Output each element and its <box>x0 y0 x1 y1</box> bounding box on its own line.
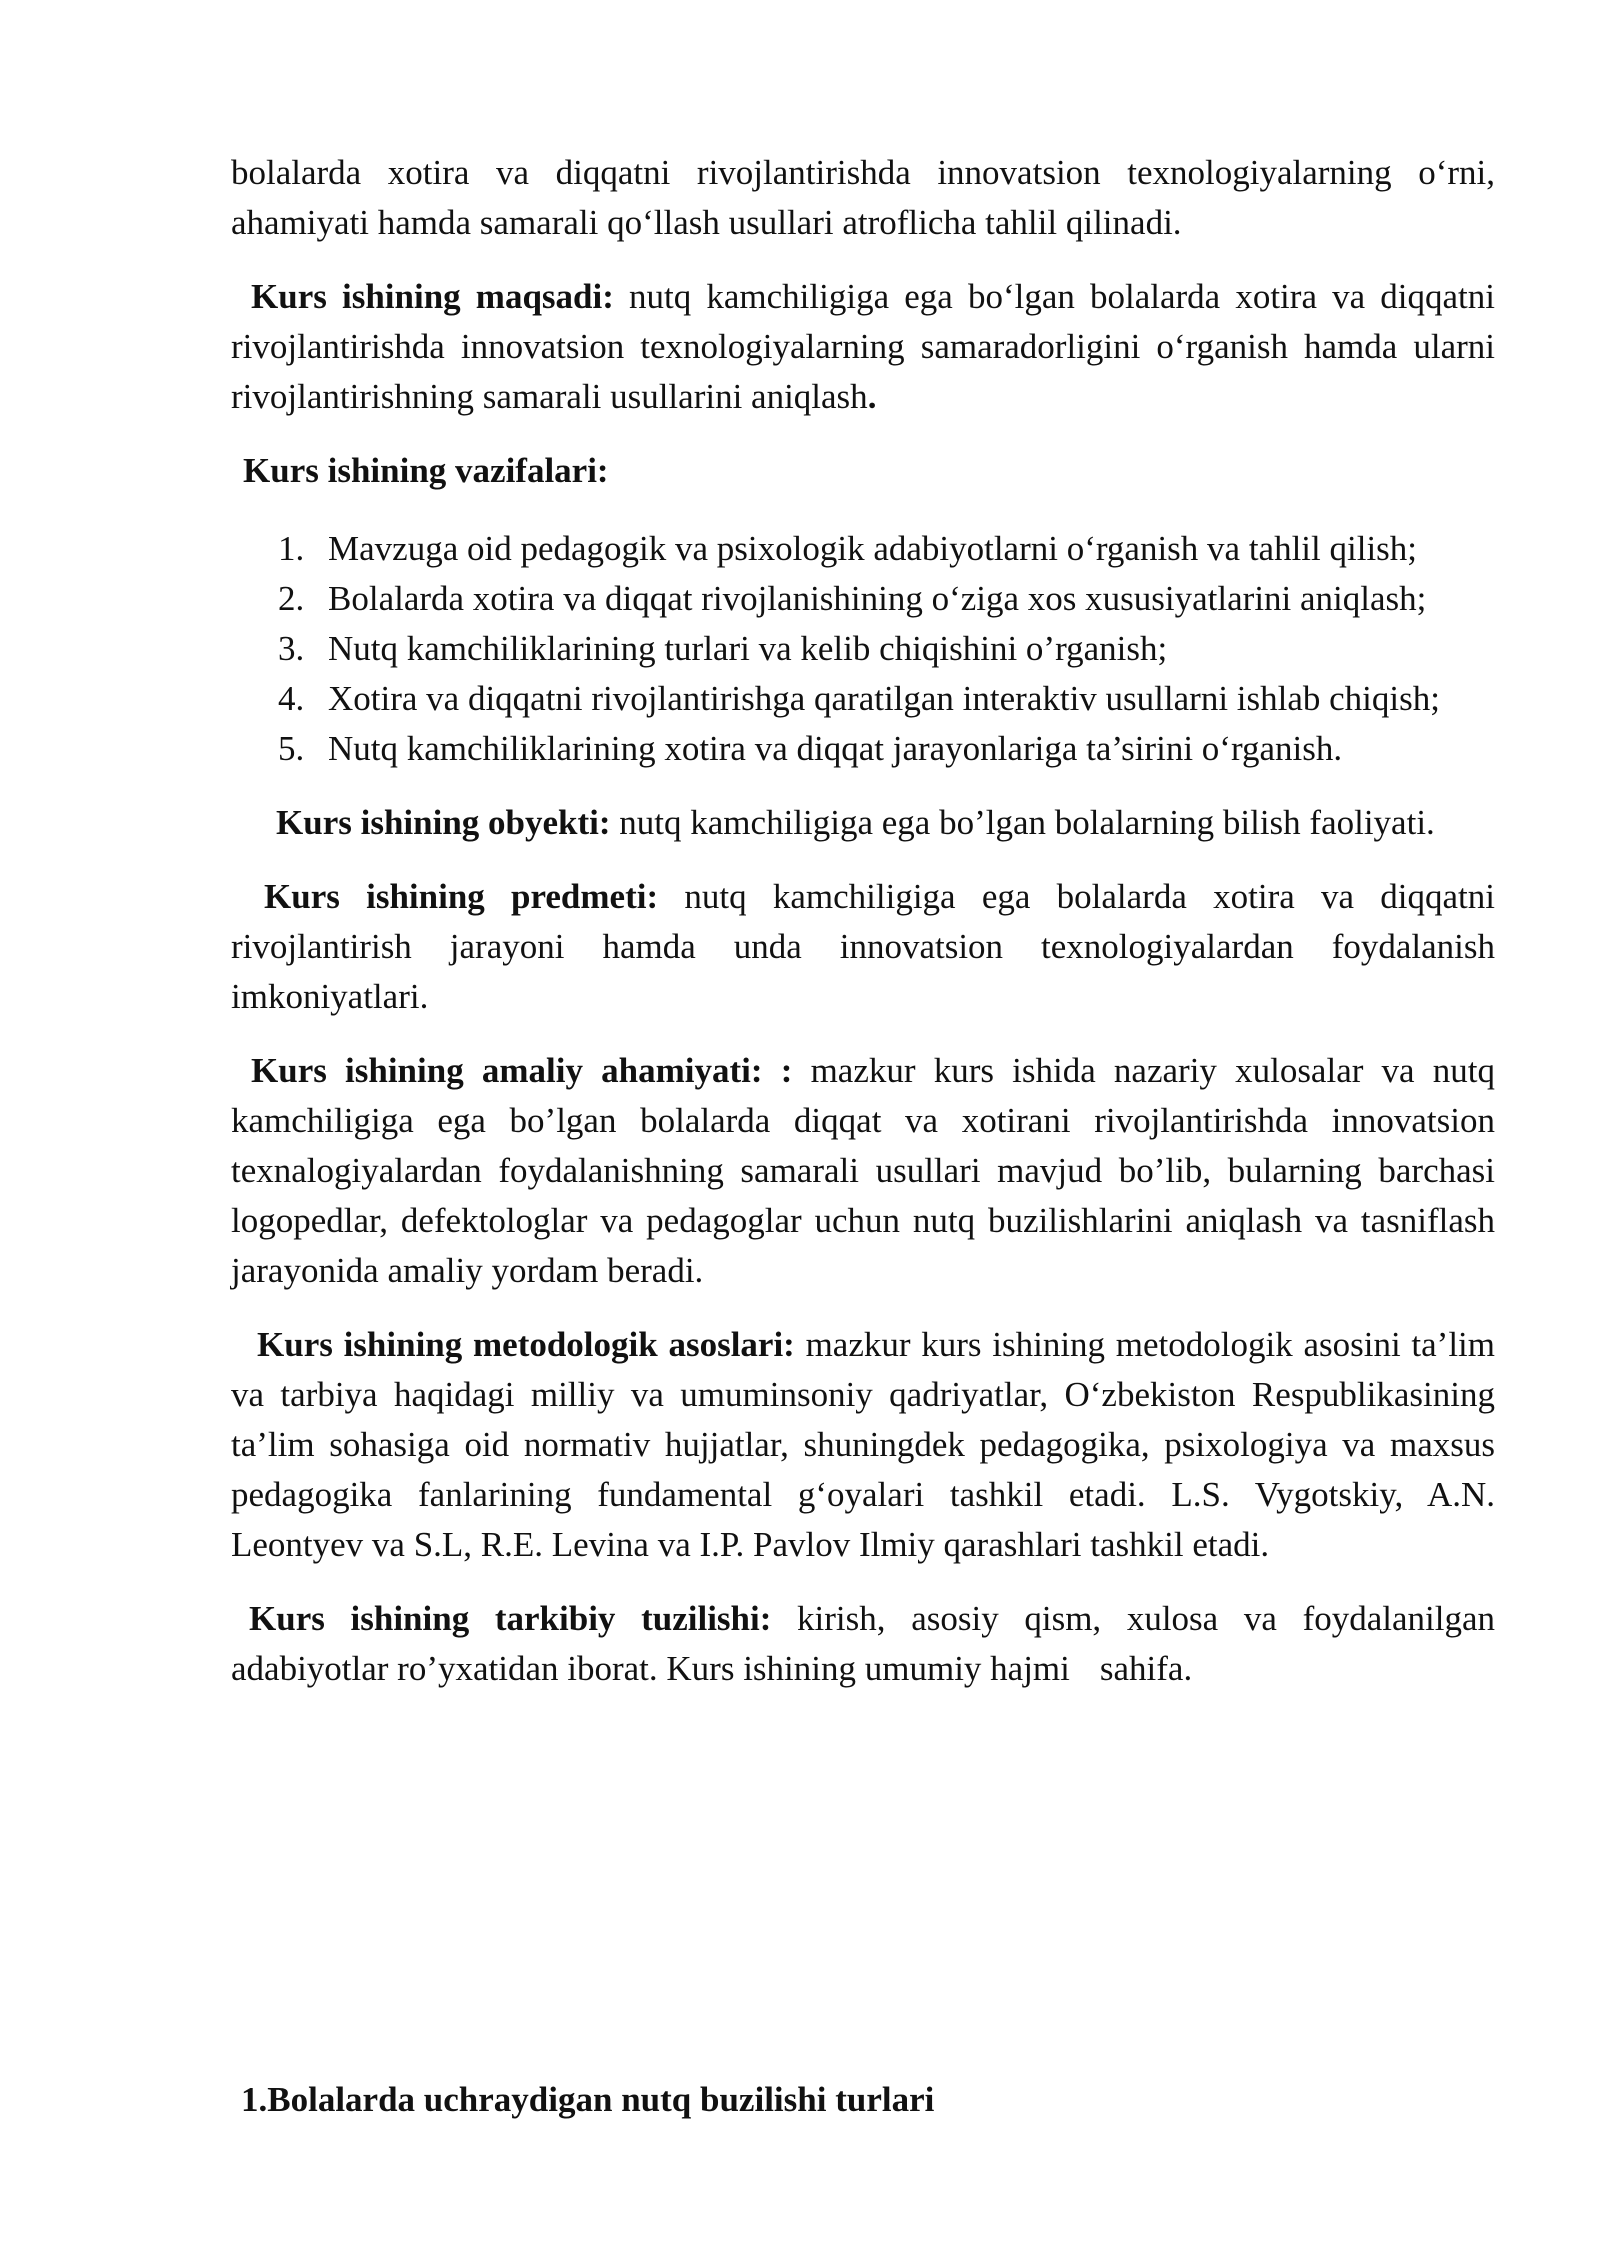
structure-paragraph <box>231 1594 1495 1694</box>
tasks-list <box>231 524 1495 774</box>
task-item <box>231 674 1495 724</box>
structure-text: kirish, asosiy qism, xulosa va foydalanilgan adabiyotlar ro’yxatidan iborat. Kurs ishining umumiy hajmi <box>231 1599 1495 1688</box>
task-text: Mavzuga oid pedagogik va psixologik adabiyotlarni o‘rganish va tahlil qilish; <box>328 529 1418 568</box>
task-item <box>231 724 1495 774</box>
subject-text: nutq kamchiligiga ega bolalarda xotira va diqqatni rivojlantirish jarayoni hamda unda innovatsion texnologiyalardan foydalanish imkoniyatlari. <box>231 877 1495 1016</box>
document-page <box>231 148 1495 1718</box>
structure-label: Kurs ishining tarkibiy tuzilishi: <box>249 1599 772 1638</box>
task-number: 2. <box>278 579 305 618</box>
subject-label: Kurs ishining predmeti: <box>264 877 659 916</box>
object-text: nutq kamchiligiga ega bo’lgan bolalarning bilish faoliyati. <box>610 803 1435 842</box>
subject-paragraph <box>231 872 1495 1022</box>
practical-paragraph <box>231 1046 1495 1296</box>
task-number: 4. <box>278 679 305 718</box>
tasks-heading: Kurs ishining vazifalari: <box>243 451 609 490</box>
task-number: 5. <box>278 729 305 768</box>
task-item <box>231 624 1495 674</box>
purpose-paragraph <box>231 272 1495 422</box>
task-item <box>231 574 1495 624</box>
task-text: Nutq kamchiliklarining xotira va diqqat jarayonlariga ta’sirini o‘rganish. <box>328 729 1343 768</box>
methodology-paragraph <box>231 1320 1495 1570</box>
purpose-end-mark: . <box>867 377 877 416</box>
practical-label: Kurs ishining amaliy ahamiyati: : <box>251 1051 793 1090</box>
methodology-label: Kurs ishining metodologik asoslari: <box>257 1325 795 1364</box>
purpose-label: Kurs ishining maqsadi: <box>251 277 614 316</box>
structure-tail: sahifa. <box>1099 1649 1193 1688</box>
object-paragraph <box>231 798 1495 848</box>
practical-text: mazkur kurs ishida nazariy xulosalar va nutq kamchiligiga ega bo’lgan bolalarda diqqat va xotirani rivojlantirishda innovatsion texnalogiyalardan foydalanishning samarali usullari mavjud bo’lib, bularning barchasi logopedlar, defektologlar va pedagoglar uchun nutq buzilishlarini aniqlash va tasniflash jarayonida amaliy yordam beradi. <box>231 1051 1495 1290</box>
section-heading: 1.Bolalarda uchraydigan nutq buzilishi turlari <box>241 2080 935 2119</box>
task-number: 1. <box>278 529 305 568</box>
intro-continuation: bolalarda xotira va diqqatni rivojlantirishda innovatsion texnologiyalarning o‘rni, ahamiyati hamda samarali qo‘llash usullari atroflicha tahlil qilinadi. <box>231 153 1495 242</box>
task-text: Xotira va diqqatni rivojlantirishga qaratilgan interaktiv usullarni ishlab chiqish; <box>328 679 1440 718</box>
task-item <box>231 524 1495 574</box>
task-text: Bolalarda xotira va diqqat rivojlanishining o‘ziga xos xususiyatlarini aniqlash; <box>328 579 1427 618</box>
task-text: Nutq kamchiliklarining turlari va kelib chiqishini o’rganish; <box>328 629 1168 668</box>
purpose-text: nutq kamchiligiga ega bo‘lgan bolalarda xotira va diqqatni rivojlantirishda innovatsion texnologiyalarning samaradorligini o‘rganish hamda ularni rivojlantirishning samarali usullarini aniqlash <box>231 277 1495 416</box>
object-label: Kurs ishining obyekti: <box>276 803 611 842</box>
methodology-text: mazkur kurs ishining metodologik asosini ta’lim va tarbiya haqidagi milliy va umuminsoniy qadriyatlar, O‘zbekiston Respublikasining ta’lim sohasiga oid normativ hujjatlar, shuningdek pedagogika, psixologiya va maxsus pedagogika fanlarining fundamental g‘oyalari tashkil etadi. L.S. Vygotskiy, A.N. Leontyev va S.L, R.E. Levina va I.P. Pavlov Ilmiy qarashlari tashkil etadi. <box>231 1325 1495 1564</box>
task-number: 3. <box>278 629 305 668</box>
